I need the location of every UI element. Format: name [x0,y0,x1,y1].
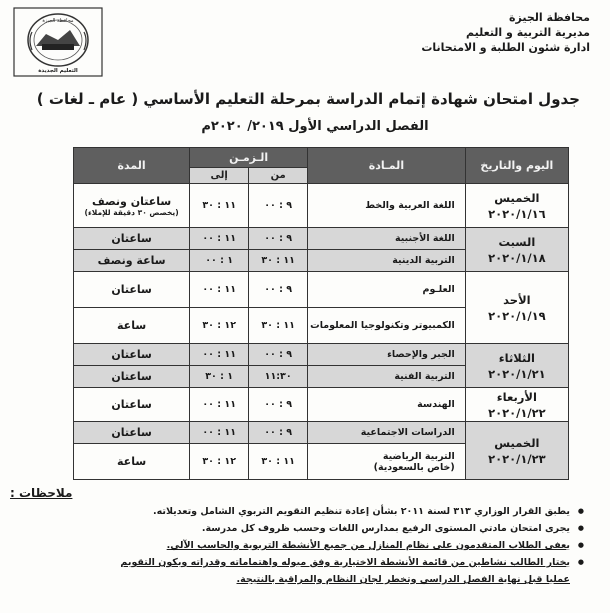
letterhead [390,10,590,55]
header-duration: المدة [74,148,190,184]
to-cell: ١١ : ٠٠ [190,422,249,444]
dictation-note: (يخصص ٣٠ دقيقة للإملاء) [84,207,179,217]
to-cell: ١٢ : ٣٠ [190,308,249,344]
table-row [74,184,569,228]
subject-cell: الجبر والإحصاء [308,344,466,366]
header-to: إلى [190,168,249,184]
note-item: ● يعفى الطلاب المتقدمون على نظام المنازل من جميع الأنشطة التربوية والحاسب الآلي. [26,537,586,554]
to-cell: ١١ : ٠٠ [190,388,249,422]
duration-cell: ساعتان ونصف (يخصص ٣٠ دقيقة للإملاء) [74,184,190,228]
to-cell: ١٢ : ٣٠ [190,444,249,480]
notes-title: ملاحظات : [10,486,73,500]
note-item: ● يختار الطالب نشاطين من قائمة الأنشطة الاختيارية وفق ميوله واهتماماته وقدراته ويكون التقويم [26,554,586,571]
from-cell: ٩ : ٠٠ [249,388,308,422]
from-cell: ٩ : ٠٠ [249,184,308,228]
table-row [74,272,569,308]
subject-cell: اللغة العربية والخط [308,184,466,228]
duration-cell: ساعتان [74,272,190,308]
note-item: ● يطبق القرار الوزاري ٣١٣ لسنة ٢٠١١ بشأن إعادة تنظيم التقويم التربوي الشامل وتعديلاته. [26,503,586,520]
directorate-text: مديرية التربية و التعليم [466,26,590,39]
duration-cell: ساعتان [74,344,190,366]
duration-cell: ساعتان [74,228,190,250]
from-cell: ٩ : ٠٠ [249,344,308,366]
table-row [74,422,569,444]
to-cell: ١ : ٣٠ [190,366,249,388]
subject-cell: الهندسة [308,388,466,422]
to-cell: ١١ : ٣٠ [190,184,249,228]
subject-cell: الكمبيوتر وتكنولوجيا المعلومات [308,308,466,344]
day-cell: السبت ٢٠٢٠/١/١٨ [465,228,568,272]
table-row [74,344,569,366]
from-cell: ١١ : ٣٠ [249,250,308,272]
duration-cell: ساعة [74,444,190,480]
table-row [74,228,569,250]
note-item: ● يجرى امتحان مادتي المستوى الرفيع بمدارس اللغات وحسب ظروف كل مدرسة. [26,520,586,537]
governorate-seal [12,6,104,78]
from-cell: ٩ : ٠٠ [249,272,308,308]
governorate-text: محافظة الجيزة [509,11,590,24]
to-cell: ١١ : ٠٠ [190,228,249,250]
subject-cell: العلـوم [308,272,466,308]
exam-schedule-table [73,147,569,480]
from-cell: ١١ : ٣٠ [249,444,308,480]
day-cell: الأحد ٢٠٢٠/١/١٩ [465,272,568,344]
duration-cell: ساعتان [74,422,190,444]
to-cell: ١ : ٠٠ [190,250,249,272]
to-cell: ١١ : ٠٠ [190,344,249,366]
header-subject: المـادة [308,148,466,184]
note-item-continuation: عمليا قبل نهاية الفصل الدراسي وتخطر لجان النظام والمراقبة بالنتيجة. [236,574,570,585]
page-title: جدول امتحان شهادة إتمام الدراسة بمرحلة التعليم الأساسي ( عام ـ لغات ) [36,90,580,108]
to-cell: ١١ : ٠٠ [190,272,249,308]
from-cell: ٩ : ٠٠ [249,422,308,444]
header-from: من [249,168,308,184]
from-cell: ١١:٣٠ [249,366,308,388]
subject-cell: الدراسات الاجتماعية [308,422,466,444]
department-text: ادارة شئون الطلبة و الامتحانات [421,41,590,54]
subject-cell: التربية الفنية [308,366,466,388]
day-cell: الأربعاء ٢٠٢٠/١/٢٢ [465,388,568,422]
from-cell: ١١ : ٣٠ [249,308,308,344]
duration-cell: ساعتان [74,388,190,422]
duration-cell: ساعتان [74,366,190,388]
day-cell: الخميس ٢٠٢٠/١/١٦ [465,184,568,228]
notes-list [26,503,586,588]
subject-cell: التربية الدينية [308,250,466,272]
header-day-date: اليوم والتاريخ [465,148,568,184]
duration-cell: ساعة [74,308,190,344]
header-time: الـزمـن [190,148,308,168]
seal-top-text: محافظة الجيزة [42,18,74,24]
subject-cell: التربية الرياضية (خاص بالسعودية) [308,444,466,480]
duration-cell: ساعة ونصف [74,250,190,272]
subject-cell: اللغة الأجنبية [308,228,466,250]
day-cell: الخميس ٢٠٢٠/١/٢٣ [465,422,568,480]
seal-bottom-text: التعليم الجديدة [38,68,78,74]
semester-subtitle: الفصل الدراسي الأول ٢٠١٩/ ٢٠٢٠م [201,119,429,134]
from-cell: ٩ : ٠٠ [249,228,308,250]
table-row [74,388,569,422]
day-cell: الثلاثاء ٢٠٢٠/١/٢١ [465,344,568,388]
